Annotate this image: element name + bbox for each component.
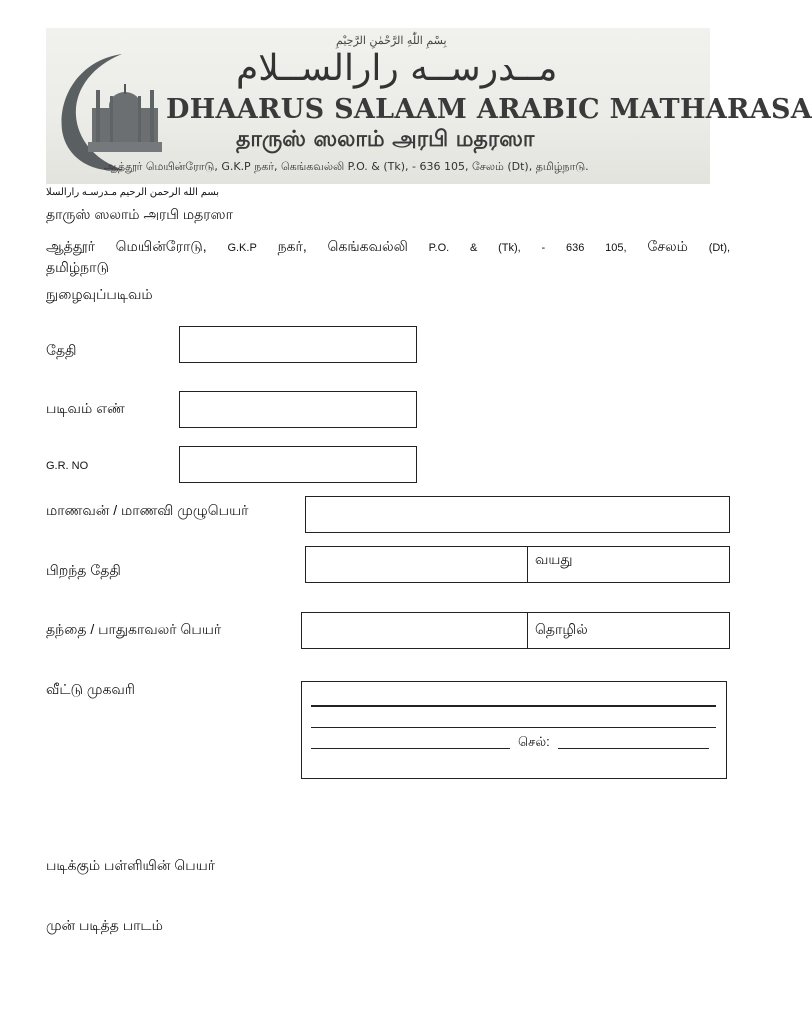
address-part: (Tk), xyxy=(498,242,521,254)
english-school-name: DHAARUS SALAAM ARABIC MATHARASA xyxy=(166,94,812,125)
arabic-caption: بسم الله الرحمن الرحيم مـدرسـه رارالسلا xyxy=(46,187,220,198)
address-part: நகர், xyxy=(277,238,307,254)
date-label: தேதி xyxy=(46,342,77,358)
address-part: 636 xyxy=(565,242,585,254)
address-part: P.O. xyxy=(428,242,450,254)
cell-phone-label: செல்: xyxy=(518,734,550,749)
address-part: கெங்கவல்லி xyxy=(327,238,408,254)
banner-address: ஆத்தூர் மெயின்ரோடு, G.K.P நகர், கெங்கவல்லி P.O. & (Tk), - 636 105, சேலம் (Dt), தமிழ்நாடு. xyxy=(104,160,589,173)
cell-divider xyxy=(527,613,528,648)
student-name-field[interactable] xyxy=(305,496,730,533)
bismillah-text: بِسْمِ اللّٰهِ الرَّحْمٰنِ الرَّحِيْمِ xyxy=(336,34,447,47)
tamil-school-name: தாருஸ் ஸலாம் அரபி மதரஸா xyxy=(236,126,535,152)
address-part: சேலம் xyxy=(647,238,688,254)
arabic-school-name: مــدرســه رارالســلام xyxy=(236,48,558,89)
state-name: தமிழ்நாடு xyxy=(46,259,109,275)
cell-phone-line xyxy=(558,748,709,749)
address-line xyxy=(311,727,716,728)
date-field[interactable] xyxy=(179,326,417,363)
guardian-label: தந்தை / பாதுகாவலர் பெயர் xyxy=(46,621,222,637)
dob-label: பிறந்த தேதி xyxy=(46,562,121,578)
form-no-field[interactable] xyxy=(179,391,417,428)
guardian-occupation-row xyxy=(301,612,730,649)
occupation-label: தொழில் xyxy=(535,621,588,637)
form-title: நுழைவுப்படிவம் xyxy=(46,286,153,302)
address-line xyxy=(311,705,716,707)
dob-age-row xyxy=(305,546,730,583)
address-label: வீட்டு முகவரி xyxy=(46,681,135,697)
cell-divider xyxy=(527,547,528,582)
address-part: - xyxy=(541,242,546,254)
student-name-label: மாணவன் / மாணவி முழுபெயர் xyxy=(46,502,249,518)
mosque-crescent-logo xyxy=(52,46,172,176)
address-part: G.K.P xyxy=(227,242,257,254)
address-line xyxy=(311,748,510,749)
gr-no-field[interactable] xyxy=(179,446,417,483)
school-label: படிக்கும் பள்ளியின் பெயர் xyxy=(46,857,216,873)
address-part: & xyxy=(470,242,478,254)
address-part: ஆத்தூர் மெயின்ரோடு, xyxy=(46,238,207,254)
address-part: 105, xyxy=(605,242,627,254)
gr-no-label: G.R. NO xyxy=(46,460,89,472)
school-address xyxy=(46,234,730,261)
previous-study-label: முன் படித்த பாடம் xyxy=(46,917,163,933)
age-label: வயது xyxy=(535,551,573,567)
address-field[interactable] xyxy=(301,681,727,779)
school-name: தாருஸ் ஸலாம் அரபி மதரஸா xyxy=(46,206,233,222)
form-no-label: படிவம் எண் xyxy=(46,400,125,416)
header-banner xyxy=(46,28,812,184)
address-part: (Dt), xyxy=(708,242,731,254)
